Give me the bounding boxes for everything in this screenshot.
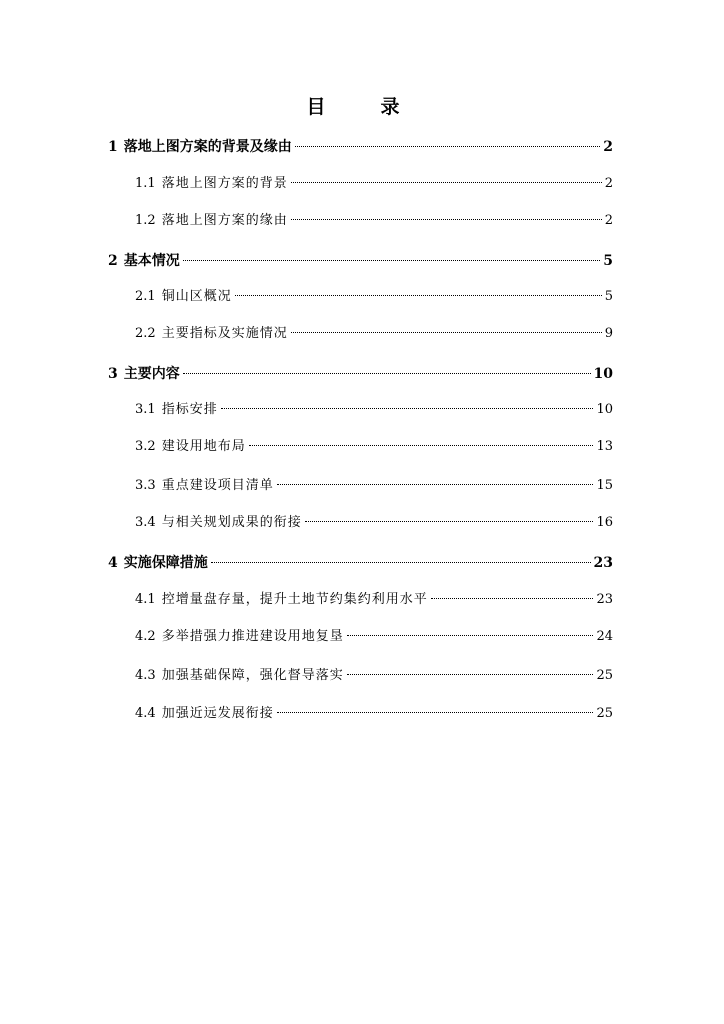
dot-leader <box>291 332 602 333</box>
toc-entry-2[interactable] <box>108 251 613 271</box>
toc-entry-number: 3.2 <box>135 439 156 454</box>
toc-entry-page: 15 <box>596 478 613 493</box>
toc-entry-page: 24 <box>596 629 613 644</box>
dot-leader <box>347 674 594 675</box>
toc-entry-label: 实施保障措施 <box>123 555 208 571</box>
toc-entry-label: 主要内容 <box>123 366 180 382</box>
toc-entry-label: 建设用地布局 <box>161 439 246 454</box>
toc-entry-4-3[interactable] <box>135 666 613 686</box>
dot-leader <box>305 521 594 522</box>
toc-entry-page: 16 <box>596 515 613 530</box>
toc-entry-number: 4.4 <box>135 706 156 721</box>
toc-entry-number: 4 <box>108 555 118 571</box>
toc-entry-label: 主要指标及实施情况 <box>161 326 288 341</box>
dot-leader <box>291 219 602 220</box>
toc-entry-number: 2 <box>108 253 118 269</box>
toc-entry-number: 3.1 <box>135 402 156 417</box>
toc-entry-4-2[interactable] <box>135 627 613 647</box>
toc-entry-3-4[interactable] <box>135 513 613 533</box>
toc-entry-2-2[interactable] <box>135 324 613 344</box>
toc-entry-label: 落地上图方案的缘由 <box>161 213 288 228</box>
toc-entry-page: 13 <box>596 439 613 454</box>
toc-entry-number: 1.2 <box>135 213 156 228</box>
toc-entry-label: 落地上图方案的背景及缘由 <box>123 139 292 155</box>
toc-entry-label: 基本情况 <box>123 253 180 269</box>
toc-entry-3-3[interactable] <box>135 476 613 496</box>
dot-leader <box>277 712 594 713</box>
dot-leader <box>277 484 594 485</box>
toc-entry-page: 9 <box>604 326 613 341</box>
toc-entry-1-1[interactable] <box>135 174 613 194</box>
dot-leader <box>235 295 602 296</box>
toc-entry-number: 3.4 <box>135 515 156 530</box>
toc-entry-page: 2 <box>604 176 613 191</box>
toc-entry-number: 3.3 <box>135 478 156 493</box>
toc-entry-label: 控增量盘存量，提升土地节约集约利用水平 <box>161 592 428 607</box>
toc-entry-number: 4.3 <box>135 668 156 683</box>
dot-leader <box>211 562 591 563</box>
dot-leader <box>249 445 594 446</box>
toc-entry-page: 25 <box>596 706 613 721</box>
toc-entry-number: 1 <box>108 139 118 155</box>
toc-entry-page: 25 <box>596 668 613 683</box>
toc-entry-page: 5 <box>604 289 613 304</box>
toc-entry-number: 4.2 <box>135 629 156 644</box>
toc-entry-3-2[interactable] <box>135 437 613 457</box>
toc-entry-label: 加强基础保障，强化督导落实 <box>161 668 344 683</box>
dot-leader <box>291 182 602 183</box>
toc-entry-label: 铜山区概况 <box>161 289 232 304</box>
toc-entry-page: 23 <box>596 592 613 607</box>
toc-entry-page: 23 <box>593 555 613 571</box>
toc-entry-label: 重点建设项目清单 <box>161 478 274 493</box>
toc-title: 目 录 <box>306 96 418 118</box>
toc-entry-3-1[interactable] <box>135 400 613 420</box>
dot-leader <box>221 408 594 409</box>
toc-entry-label: 与相关规划成果的衔接 <box>161 515 302 530</box>
toc-entry-label: 多举措强力推进建设用地复垦 <box>161 629 344 644</box>
toc-entry-page: 2 <box>603 139 613 155</box>
dot-leader <box>431 598 594 599</box>
toc-entry-3[interactable] <box>108 364 613 384</box>
toc-entry-4[interactable] <box>108 553 613 573</box>
toc-entry-number: 3 <box>108 366 118 382</box>
toc-entry-4-4[interactable] <box>135 704 613 724</box>
toc-entry-page: 5 <box>603 253 613 269</box>
toc-entry-label: 指标安排 <box>161 402 218 417</box>
dot-leader <box>347 635 594 636</box>
toc-entry-label: 落地上图方案的背景 <box>161 176 288 191</box>
dot-leader <box>295 146 601 147</box>
toc-entry-4-1[interactable] <box>135 590 613 610</box>
toc-entry-number: 2.2 <box>135 326 156 341</box>
toc-entry-number: 1.1 <box>135 176 156 191</box>
toc-entry-page: 2 <box>604 213 613 228</box>
toc-entry-1[interactable] <box>108 137 613 157</box>
dot-leader <box>183 260 601 261</box>
toc-entry-number: 4.1 <box>135 592 156 607</box>
toc-entry-page: 10 <box>593 366 613 382</box>
dot-leader <box>183 373 591 374</box>
toc-entry-page: 10 <box>596 402 613 417</box>
toc-entry-number: 2.1 <box>135 289 156 304</box>
toc-entry-1-2[interactable] <box>135 211 613 231</box>
toc-entry-2-1[interactable] <box>135 287 613 307</box>
toc-entry-label: 加强近远发展衔接 <box>161 706 274 721</box>
